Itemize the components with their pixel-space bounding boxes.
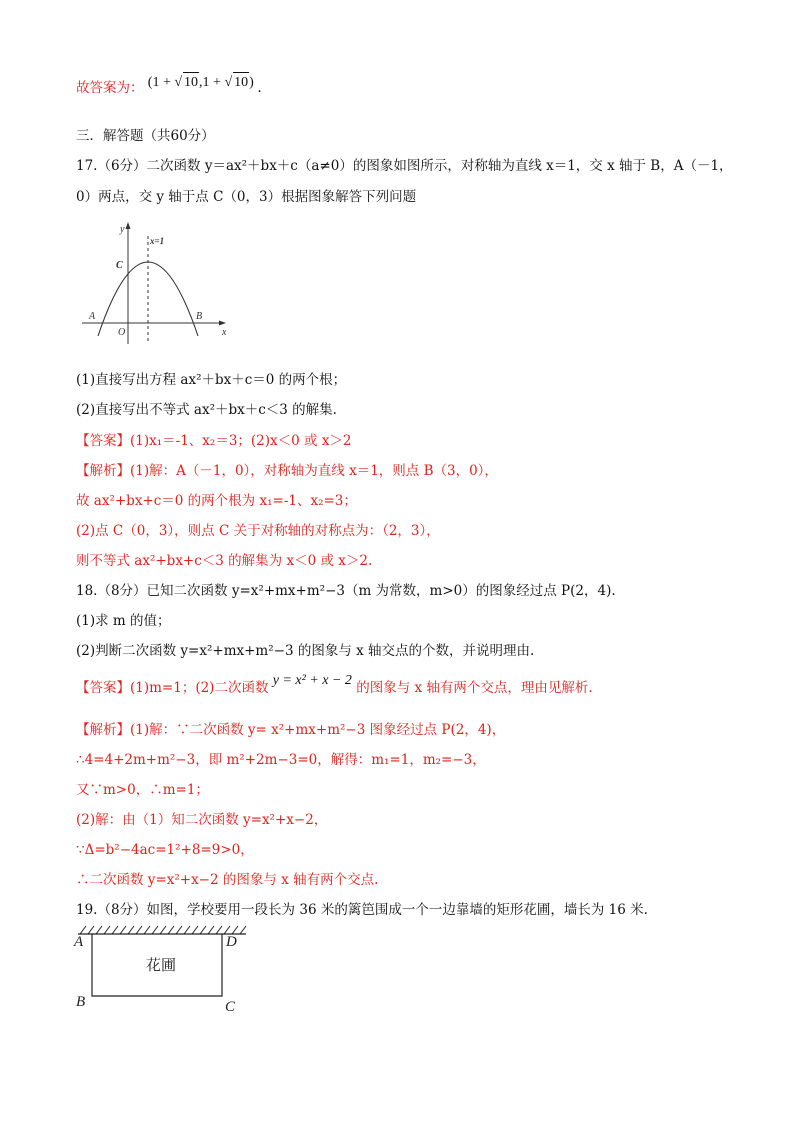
q19-stem: 19.（8分）如图，学校要用一段长为 36 米的篱笆围成一个一边靠墙的矩形花圃，墙长为 16 米. xyxy=(76,902,648,918)
q18-part1: (1)求 m 的值； xyxy=(76,613,171,629)
answer-16-prefix: 故答案为： xyxy=(76,80,144,96)
symmetry-label: x=1 xyxy=(150,236,165,246)
garden-label: 花圃 xyxy=(146,956,177,974)
radicand-1: 10 xyxy=(183,72,199,93)
q17-part2: (2)直接写出不等式 ax²＋bx＋c＜3 的解集. xyxy=(76,402,337,418)
y-label: y xyxy=(120,224,125,235)
q19-garden-diagram xyxy=(70,922,260,1018)
q17-stem-line2: 0）两点，交 y 轴于点 C（0，3）根据图象解答下列问题 xyxy=(76,189,417,205)
q18-analysis-3: 又∵m>0，∴m=1； xyxy=(76,782,209,798)
x-axis-arrow xyxy=(219,321,226,326)
q17-analysis-1: 【解析】(1)解：A（－1，0），对称轴为直线 x＝1，则点 B（3，0）， xyxy=(76,463,498,479)
q17-analysis-2: 故 ax²+bx+c＝0 的两个根为 x₁=-1、x₂=3； xyxy=(76,493,357,509)
answer-16-line xyxy=(76,75,262,99)
formula-open: (1 + xyxy=(147,75,175,90)
corner-a-label: A xyxy=(74,934,84,950)
q17-stem-line1: 17.（6分）二次函数 y＝ax²＋bx＋c（a≠0）的图象如图所示，对称轴为直线 x＝1，交 x 轴于 B，A（－1， xyxy=(76,158,733,174)
point-a-label: A xyxy=(89,311,96,322)
q18-analysis-6: ∴二次函数 y=x²+x−2 的图象与 x 轴有两个交点. xyxy=(76,872,379,888)
q18-analysis-2: ∴4=4+2m+m²−3，即 m²+2m−3=0，解得：m₁=1，m₂=−3， xyxy=(76,752,486,768)
origin-label: O xyxy=(118,327,126,338)
corner-c-label: C xyxy=(225,999,236,1015)
point-b-label: B xyxy=(196,311,203,322)
q18-answer-formula: y = x² + x − 2 xyxy=(272,673,352,688)
formula-mid: ,1 + xyxy=(199,75,225,90)
q18-analysis-5: ∵Δ=b²−4ac=1²+8=9>0， xyxy=(76,842,254,858)
q18-answer-a: 【答案】(1)m=1；(2)二次函数 xyxy=(76,680,269,696)
section-heading: 三．解答题（共60分） xyxy=(76,128,215,144)
q17-analysis-4: 则不等式 ax²+bx+c＜3 的解集为 x＜0 或 x＞2. xyxy=(76,553,373,569)
wall-hatching xyxy=(80,926,246,934)
q17-part1: (1)直接写出方程 ax²＋bx＋c＝0 的两个根； xyxy=(76,372,347,388)
q17-answer: 【答案】(1)x₁＝-1、x₂＝3；(2)x＜0 或 x＞2 xyxy=(76,433,352,449)
q17-analysis-3: (2)点 C（0，3），则点 C 关于对称轴的对称点为：（2，3）， xyxy=(76,523,440,539)
answer-16-period: . xyxy=(257,80,262,96)
q17-parabola-graph xyxy=(76,218,236,348)
q18-stem: 18.（8分）已知二次函数 y=x²+mx+m²−3（m 为常数，m>0）的图象经过点 P(2，4). xyxy=(76,583,616,599)
q18-analysis-4: (2)解：由（1）知二次函数 y=x²+x−2， xyxy=(76,812,328,828)
formula-close: ) xyxy=(249,75,254,90)
q18-part2: (2)判断二次函数 y=x²+mx+m²−3 的图象与 x 轴交点的个数，并说明理由. xyxy=(76,643,535,659)
corner-b-label: B xyxy=(76,994,86,1010)
q18-answer-b: 的图象与 x 轴有两个交点，理由见解析. xyxy=(356,680,593,696)
point-c-label: C xyxy=(116,260,123,271)
x-label: x xyxy=(222,327,227,338)
q18-analysis-1: 【解析】(1)解：∵二次函数 y= x²+mx+m²−3 图象经过点 P(2，4)， xyxy=(76,722,506,738)
answer-16-formula: (1 + √ 10,1 + √ 10) xyxy=(148,75,258,90)
radicand-2: 10 xyxy=(233,72,249,93)
y-axis-arrow xyxy=(126,222,131,229)
corner-d-label: D xyxy=(226,934,237,950)
q18-answer-line xyxy=(76,673,593,699)
